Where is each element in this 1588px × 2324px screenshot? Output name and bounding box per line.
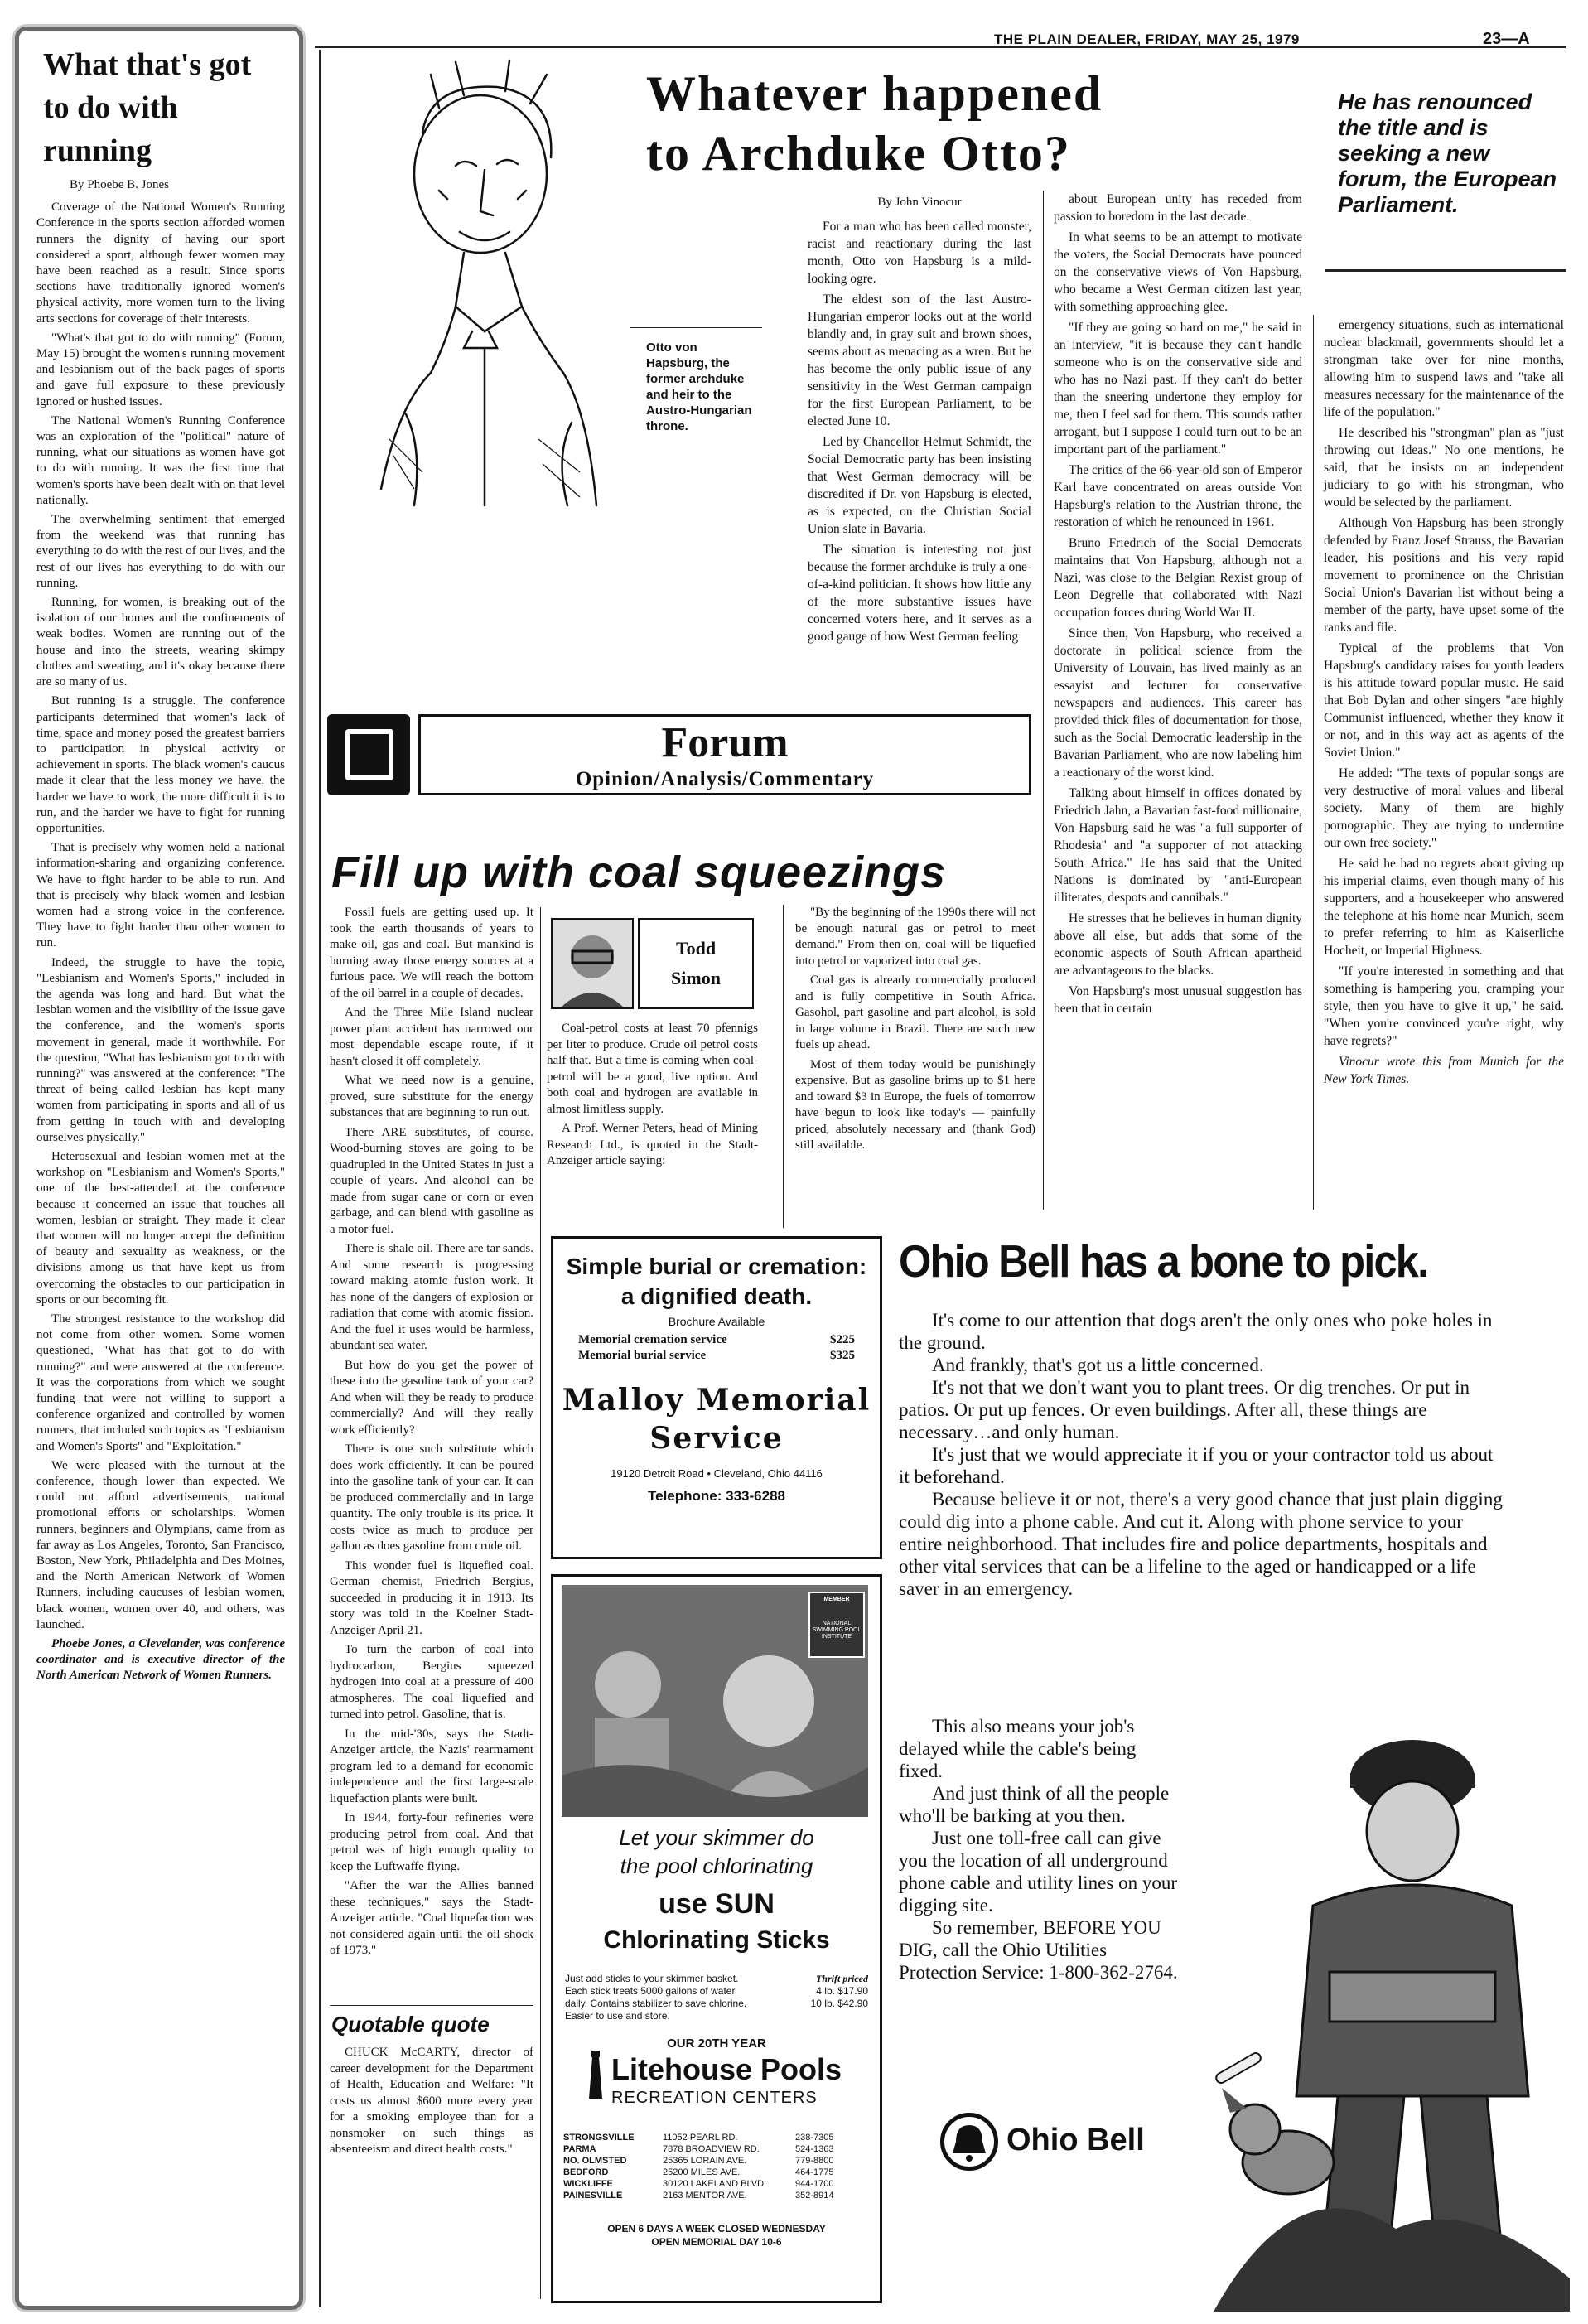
coal-paragraph: "After the war the Allies banned these techniques," says the Stadt-Anzeiger article. "Coal liquefaction was not considered again until the oil shock of 1973." xyxy=(330,1879,533,1957)
location-row xyxy=(563,2132,870,2143)
pool-headline-2: the pool chlorinating xyxy=(620,1853,813,1878)
malloy-headline-1: Simple burial or cremation: xyxy=(566,1254,867,1279)
forum-title: Forum xyxy=(661,719,789,766)
otto-paragraph: For a man who has been called monster, racist and reactionary during the last month, Otto von Hapsburg is a mild-looking ogre. xyxy=(808,220,1031,286)
coal-col-3 xyxy=(795,905,1035,1228)
forum-subtitle: Opinion/Analysis/Commentary xyxy=(575,768,875,790)
pool-thrift xyxy=(777,1973,868,2010)
masthead-paper: THE PLAIN DEALER, FRIDAY, MAY 25, 1979 xyxy=(994,31,1300,47)
pool-store-sub: RECREATION CENTERS xyxy=(611,2089,818,2107)
pool-brand-2: Chlorinating Sticks xyxy=(603,1926,830,1954)
malloy-item: Memorial cremation service xyxy=(578,1333,727,1346)
column-rule xyxy=(783,905,784,1228)
caption-rule xyxy=(630,327,762,328)
left-byline: By Phoebe B. Jones xyxy=(70,178,169,191)
pool-headline-1: Let your skimmer do xyxy=(619,1825,814,1850)
otto-paragraph: Von Hapsburg's most unusual suggestion has been that in certain xyxy=(1054,984,1302,1016)
malloy-address: 19120 Detroit Road • Cleveland, Ohio 44116 xyxy=(611,1467,823,1480)
otto-paragraph: Bruno Friedrich of the Social Democrats maintains that Von Hapsburg, although not a Nazi, was close to the Belgian Rexist group of Leon Degrelle that collaborated with Nazi occupation forces during World War II. xyxy=(1054,536,1302,620)
otto-byline: By John Vinocur xyxy=(877,196,962,209)
left-paragraph: "What's that got to do with running" (Forum, May 15) brought the women's running movement and lesbianism out of the back pages of sports and gave full exposure to these previously ignored or hushed issues. xyxy=(36,331,285,408)
coal-col-1 xyxy=(330,905,533,1957)
location-row xyxy=(563,2155,870,2167)
location-row xyxy=(563,2143,870,2155)
col-rule xyxy=(1043,191,1044,1210)
otto-paragraph: emergency situations, such as international nuclear blackmail, governments should let a strongman take over for nine months, allowing him to suspend laws and "take all measures necessary for the maintenance of the life of the population." xyxy=(1324,318,1564,419)
coal-paragraph: In 1944, forty-four refineries were producing petrol from coal. And that petrol was of high enough quality to keep the Luftwaffe flying. xyxy=(330,1811,533,1873)
malloy-item: Memorial burial service xyxy=(578,1349,707,1362)
otto-paragraph: "If you're interested in something and that something is hampering you, cramping your style, then you have to give it up," he said. "When you're convinced you're right, why have regrets?" xyxy=(1324,964,1564,1048)
pool-hours-1: OPEN 6 DAYS A WEEK CLOSED WEDNESDAY xyxy=(607,2223,826,2235)
author-first: Todd xyxy=(675,938,717,959)
location-phone: 779-8800 xyxy=(795,2156,834,2166)
bell-paragraph: This also means your job's delayed while the cable's being fixed. xyxy=(899,1716,1137,1781)
location-city: STRONGSVILLE xyxy=(563,2133,635,2143)
quotable-title: Quotable quote xyxy=(331,2012,490,2037)
otto-paragraph: Although Von Hapsburg has been strongly defended by Franz Josef Strauss, the Bavarian leader, his positions and his very rapid movement to prominence on the Christian Social Union's Bavarian list without being a member of the party, have upset some of the ranks and file. xyxy=(1324,516,1564,635)
author-photo xyxy=(551,918,634,1009)
bell-headline: Ohio Bell has a bone to pick. xyxy=(899,1235,1428,1287)
pool-ad xyxy=(551,1574,882,2303)
malloy-row xyxy=(553,1328,880,1347)
location-addr: 11052 PEARL RD. xyxy=(663,2133,738,2143)
pool-hours-2: OPEN MEMORIAL DAY 10-6 xyxy=(651,2236,782,2248)
pool-brand-1: use SUN xyxy=(659,1888,775,1920)
malloy-price: $225 xyxy=(830,1333,855,1346)
bell-paragraph: It's come to our attention that dogs aren't the only ones who poke holes in the ground. xyxy=(899,1310,1493,1353)
bell-paragraph: It's not that we don't want you to plant trees. Or dig trenches. Or put in patios. Or put up fences. Or even buildings. After all, these things are necessary…and only human. xyxy=(899,1377,1470,1442)
location-addr: 2163 MENTOR AVE. xyxy=(663,2191,747,2201)
coal-paragraph: A Prof. Werner Peters, head of Mining Research Ltd., is quoted in the Stadt-Anzeiger article saying: xyxy=(547,1122,758,1167)
author-box xyxy=(638,918,754,1009)
coal-paragraph: There is one such substitute which does work efficiently. It can be poured into the gasoline tank of your car. It can be produced commercially and in large quantity. The only trouble is its price. It costs twice as much to produce per gallon as does gasoline from crude oil. xyxy=(330,1442,533,1553)
badge-text: NATIONAL SWIMMING POOL INSTITUTE xyxy=(812,1621,862,1640)
malloy-brochure: Brochure Available xyxy=(668,1315,765,1328)
bell-paragraph: So remember, BEFORE YOU DIG, call the Ohio Utilities Protection Service: 1-800-362-2764. xyxy=(899,1917,1178,1983)
left-paragraph: Indeed, the struggle to have the topic, "Lesbianism and Women's Sports," included in the agenda was long and hard. But what the lesbian women and the visibility of the issue gave the conference, and the women's sports movement in general, made it worthwhile. For the question, "What has lesbianism got to do with running?" was answered at the conference: "The threat of being called lesbian has kept many women from participating in sports and all of us from getting in touch with and developing ourselves physically." xyxy=(36,955,285,1144)
coal-paragraph: "By the beginning of the 1990s there will not be enough natural gas or petrol to meet demand." From then on, coal will be liquefied into petrol or vaporized into coal gas. xyxy=(795,906,1035,968)
left-headline: What that's got to do with running xyxy=(43,47,252,168)
otto-col-3 xyxy=(1324,316,1564,1236)
left-paragraph: The overwhelming sentiment that emerged from the weekend was that running has everything to do with the rest of our lives, and the rest of our lives has everything to do with our running. xyxy=(36,513,285,590)
location-addr: 25365 LORAIN AVE. xyxy=(663,2156,747,2166)
bell-body-bottom xyxy=(899,1715,1180,1983)
malloy-phone: Telephone: 333-6288 xyxy=(648,1488,785,1504)
pullquote-rule xyxy=(1325,269,1566,272)
pool-anniv: OUR 20TH YEAR xyxy=(667,2037,766,2051)
malloy-row xyxy=(553,1347,880,1363)
location-phone: 238-7305 xyxy=(795,2133,834,2143)
otto-paragraph: Talking about himself in offices donated by Friedrich Jahn, a Bavarian fast-food millionaire, Von Hapsburg said he was "a full supporter of Rhodesia" and "a supporter of not attacking South Africa." He has said that the United Nations is dominated by "anti-European illiterates, despots and cannibals." xyxy=(1054,786,1302,905)
malloy-name-1: Malloy Memorial xyxy=(562,1383,871,1418)
coal-col-2 xyxy=(547,1021,758,1228)
location-phone: 464-1775 xyxy=(795,2167,834,2177)
otto-caption: Otto von Hapsburg, the former archduke and heir to the Austro-Hungarian throne. xyxy=(646,341,752,433)
left-tagline: Phoebe Jones, a Clevelander, was conference coordinator and is executive director of the North American Network of Women Runners. xyxy=(36,1637,285,1683)
logo-mark-right xyxy=(365,729,393,780)
forum-logo xyxy=(327,714,410,795)
quote-rule xyxy=(330,2005,533,2006)
location-row xyxy=(563,2190,870,2201)
pool-locations xyxy=(563,2132,870,2201)
location-city: PAINESVILLE xyxy=(563,2191,623,2201)
coal-paragraph: In the mid-'30s, says the Stadt-Anzeiger article, the Nazis' rearmament program led to a demand for economic independence and the first large-scale liquefaction plants were built. xyxy=(330,1727,533,1805)
location-city: PARMA xyxy=(563,2144,596,2154)
location-phone: 352-8914 xyxy=(795,2191,834,2201)
coal-paragraph: There ARE substitutes, of course. Wood-burning stoves are going to be quadrupled in the United States in just a couple of years. And alcohol can be made from sugar cane or corn or even garbage, and can blend with gasoline as a motor fuel. xyxy=(330,1125,533,1236)
column-rule xyxy=(319,50,321,2307)
coal-paragraph: Most of them today would be punishingly expensive. But as gasoline brims up to $1 here and toward $3 in Europe, the fuels of tomorrow have begun to look like today's — painfully priced, absolutely necessary and (thank God) still available. xyxy=(795,1057,1035,1152)
bell-body-top xyxy=(899,1309,1504,1600)
otto-paragraph: In what seems to be an attempt to motivate the voters, the Social Democrats have pounced on the conservative views of Von Hapsburg, who became a West German citizen last year, with something approaching glee. xyxy=(1054,230,1302,314)
otto-headline-1: Whatever happened xyxy=(646,66,1103,121)
left-paragraph: We were pleased with the turnout at the conference, though lower than expected. We could not afford advertisements, national promotional efforts or scholarships. Women runners, beginners and Olympians, came from as far away as Los Angeles, Toronto, San Francisco, Boston, New York, Philadelphia and Des Moines, and the North American Network of Women Runners, including caucuses of lesbian women, black women, women over 40, and others, was launched. xyxy=(36,1458,285,1631)
thrift-label: Thrift priced xyxy=(816,1973,868,1984)
otto-col-2 xyxy=(1054,191,1302,1211)
coal-paragraph: Coal gas is already commercially produced and is fully competitive in South Africa. Gasohol, part gasoline and part alcohol, is sold in large volume in Brazil. There are such new fuels up ahead. xyxy=(795,974,1035,1051)
thrift-price: 4 lb. $17.90 xyxy=(816,1985,868,1997)
column-rule xyxy=(540,907,541,2299)
left-paragraph: Coverage of the National Women's Running Conference in the sports section afforded women runners the dignity of having our sport considered a sport, although fewer women may have been reached as a result. Since sports sections have traditionally ignored women's physical activity, more women turn to the living arts sections for coverage of their interests. xyxy=(36,201,285,326)
quotable-text-wrap xyxy=(330,2045,533,2302)
location-phone: 944-1700 xyxy=(795,2179,834,2189)
left-paragraph: The strongest resistance to the workshop did not come from other women. Some women questioned, "What has that got to do with running?" and were answered at the conference. It was the corporations from which we sought funding that were not willing to support a conference organized and controlled by women runners, that included such topics as "Lesbianism and Women's Sports" and "Exploitation." xyxy=(36,1312,285,1453)
masthead-rule xyxy=(315,46,1566,48)
coal-paragraph: And the Three Mile Island nuclear power plant accident has narrowed our most dependable escape route, if it hasn't closed it off completely. xyxy=(330,1006,533,1068)
bell-paragraph: Just one toll-free call can give you the location of all underground phone cable and utility lines on your digging site. xyxy=(899,1828,1177,1916)
otto-paragraph: The situation is interesting not just because the former archduke is truly a one-of-a-kind politician. It shows how little any of the more substantive issues have concerned voters here, and it serves as a good gauge of how West German feeling xyxy=(808,543,1031,644)
left-paragraph: Running, for women, is breaking out of the isolation of our homes and the confinements of weak bodies. Women are running out of the house and into the streets, wearing skimpy clothes and sweating, and it's okay because there are so many of us. xyxy=(36,596,285,689)
location-row xyxy=(563,2178,870,2190)
location-city: WICKLIFFE xyxy=(563,2179,613,2189)
otto-paragraph: Led by Chancellor Helmut Schmidt, the Social Democratic party has been insisting that West German democracy will be discredited if Dr. von Hapsburg is elected, as is expected, on the Christian Social Union slate in Bavaria. xyxy=(808,435,1031,536)
bell-ad xyxy=(899,1234,1570,2312)
otto-headline-2: to Archduke Otto? xyxy=(646,126,1071,181)
left-paragraph: But running is a struggle. The conference participants determined that women's lack of time, space and money posed the greatest barriers to participation in physical activity or achievement in sports. The black women's caucus made it clear that the less money we have, the harder we have to work, the more difficult it is to run, and the harder we have to fight for running opportunities. xyxy=(36,694,285,835)
bell-paragraph: And frankly, that's got us a little concerned. xyxy=(932,1355,1264,1375)
otto-paragraph: The critics of the 66-year-old son of Emperor Karl have concentrated on areas outside Von Hapsburg's relation to the Austrian throne, the restoration of which he renounced in 1961. xyxy=(1054,463,1302,529)
otto-paragraph: He stresses that he believes in human dignity above all else, but adds that some of the economic aspects of South African apartheid are advantageous to the blacks. xyxy=(1054,911,1302,978)
otto-paragraph: He described his "strongman" plan as "just throwing out ideas." No one mentions, he said, that he insists on an independent judiciary to go with his strongman, who would be selected by the parliament. xyxy=(1324,426,1564,510)
malloy-price: $325 xyxy=(830,1349,855,1362)
lighthouse-icon xyxy=(586,2049,605,2099)
coal-paragraph: There is shale oil. There are tar sands. And some research is progressing toward making atomic fusion work. It has none of the dangers of explosion or radiation that come with atomic fission. And the fuel it uses would be harmless, abundant sea water. xyxy=(330,1242,533,1352)
bell-paragraph: And just think of all the people who'll be barking at you then. xyxy=(899,1783,1170,1826)
bell-logo-text: Ohio Bell xyxy=(1006,2123,1145,2157)
bell-paragraph: Because believe it or not, there's a very good chance that just plain digging could dig into a phone cable. And cut it. Along with phone service to your entire neighborhood. That includes fire and police departments, hospitals and other vital services that can be a lifeline to the aged or handicapped or a life saver in an emergency. xyxy=(899,1489,1503,1599)
left-column xyxy=(36,43,285,2297)
coal-paragraph: To turn the carbon of coal into hydrocarbon, Bergius squeezed hydrogen into coal at a pressure of 400 atmospheres. The coal liquefied and turned into petrol. Gasoline, that is. xyxy=(330,1643,533,1721)
coal-headline: Fill up with coal squeezings xyxy=(331,848,947,897)
otto-paragraph: Typical of the problems that Von Hapsburg's candidacy raises for youth leaders is his attitude toward popular music. He said that Bob Dylan and other singers "are highly Communist influenced, whether they know it or not, and in this way act as agents of the Soviet Union." xyxy=(1324,641,1564,760)
coal-paragraph: What we need now is a genuine, proved, sure substitute for the energy substances that are beginning to run out. xyxy=(330,1074,533,1119)
location-addr: 25200 MILES AVE. xyxy=(663,2167,741,2177)
otto-paragraph: He said he had no regrets about giving up his imperial claims, even though many of his supporters, and a housekeeper who answered the telephone at his home near Munich, seem to prefer referring to him as Kaiserliche Hocheit, or Imperial Highness. xyxy=(1324,857,1564,958)
author-last: Simon xyxy=(671,968,721,988)
malloy-name-2: Service xyxy=(649,1421,784,1456)
otto-pullquote: He has renounced the title and is seeking a new forum, the European Parliament. xyxy=(1338,89,1557,217)
otto-paragraph: The eldest son of the last Austro-Hungarian emperor looks out at the world blandly and, in gray suit and brown shoes, seems about as menacing as a wren. But he has become the only public issue of any sensitivity in the West German campaign for the first European Parliament, to be elected June 10. xyxy=(808,292,1031,428)
coal-paragraph: Fossil fuels are getting used up. It took the earth thousands of years to make oil, gas and coal. But mankind is burning away those energy sources at a furious pace. We will reach the bottom of the oil barrel in a couple of decades. xyxy=(330,906,533,1000)
left-paragraph: The National Women's Running Conference was an exploration of the "political" nature of running, what our situations as women have got to do with running. It was the first time that women's sports have been dealt with on that level nationally. xyxy=(36,413,285,507)
location-city: NO. OLMSTED xyxy=(563,2156,627,2166)
location-phone: 524-1363 xyxy=(795,2144,834,2154)
left-paragraph: That is precisely why women held a national information-sharing and organizing conference. We have to fight harder to be able to run. And that is precisely why black women and lesbian women had a strong voice in the conference. They have to fight harder than other women to run. xyxy=(36,841,285,950)
otto-paragraph: "If they are going so hard on me," he said in an interview, "it is because they can't handle someone who is on the conservative side and who has no Nazi past. If they can't do better than the sneering undertone they employ for me, then I feel sad for them. This sounds rather arrogant, but I suppose I could turn out to be an important part of the parliament." xyxy=(1054,321,1302,457)
pool-store: Litehouse Pools xyxy=(611,2052,842,2086)
otto-paragraph: Since then, Von Hapsburg, who received a doctorate in political science from the University of Louvain, has lived mainly as an essayist and lecturer for conservative newspapers and audiences. This career has provided thick files of documentation for those, such as the Social Democratic leadership in the Bavarian Parliament, who are now labeling him a reactionary of the worst kind. xyxy=(1054,626,1302,780)
pool-body: Just add sticks to your skimmer basket. Each stick treats 5000 gallons of water daily. Contains stabilizer to save chlorine. Easier to use and store. xyxy=(565,1973,747,2022)
forum-banner xyxy=(418,714,1031,795)
workman-illustration xyxy=(1197,1698,1570,2312)
coal-paragraph: But how do you get the power of these into the gasoline tank of your car? And when will they be ready to produce commercially? And will they really work efficiently? xyxy=(330,1358,533,1437)
quotable-text: CHUCK McCARTY, director of career development for the Department of Health, Education and Welfare: "It costs us almost $600 more every year for a smoking employee than for a nonsmoker on such things as absenteeism and direct health costs." xyxy=(330,2046,533,2156)
otto-paragraph: about European unity has receded from passion to boredom in the last decade. xyxy=(1054,192,1302,224)
malloy-ad xyxy=(551,1236,882,1559)
page-number: 23—A xyxy=(1483,30,1530,48)
malloy-headline-2: a dignified death. xyxy=(620,1283,813,1309)
col-rule xyxy=(1313,315,1314,1210)
otto-paragraph: He added: "The texts of popular songs are very destructive of moral values and liberal society. Many of them are highly pornographic. They are trying to undermine our own free society." xyxy=(1324,766,1564,850)
badge-title: MEMBER xyxy=(823,1597,850,1602)
coal-paragraph: Coal-petrol costs at least 70 pfennigs per liter to produce. Crude oil petrol costs half that. But a time is coming when coal-petrol will be a good, live option. And both coal and hydrogen are available in almost limitless supply. xyxy=(547,1022,758,1116)
otto-illustration xyxy=(331,58,613,522)
location-city: BEDFORD xyxy=(563,2167,609,2177)
location-row xyxy=(563,2167,870,2178)
location-addr: 30120 LAKELAND BLVD. xyxy=(663,2179,767,2189)
coal-paragraph: This wonder fuel is liquefied coal. German chemist, Friedrich Bergius, succeeded in producing it in 1913. Its story was told in the Koelner Stadt-Anzeiger April 21. xyxy=(330,1558,533,1637)
left-paragraph: Heterosexual and lesbian women met at the workshop on "Lesbianism and Women's Sports," one of the best-attended at the conference because it concerned an issue that touches all women, lesbian or straight. They made it clear that women will no longer accept the definition of beauty and sexuality as weakness, or the divisions among us that have kept us from overcoming the obstacles to our participation in sports or our becoming fit. xyxy=(36,1149,285,1307)
otto-credit: Vinocur wrote this from Munich for the New York Times. xyxy=(1324,1055,1564,1086)
thrift-price: 10 lb. $42.90 xyxy=(810,1998,868,2009)
npsi-badge xyxy=(808,1592,865,1658)
location-addr: 7878 BROADVIEW RD. xyxy=(663,2144,760,2154)
bell-paragraph: It's just that we would appreciate it if you or your contractor told us about it beforehand. xyxy=(899,1444,1494,1487)
otto-col-1 xyxy=(808,189,1031,719)
bell-logo-icon xyxy=(940,2113,998,2171)
